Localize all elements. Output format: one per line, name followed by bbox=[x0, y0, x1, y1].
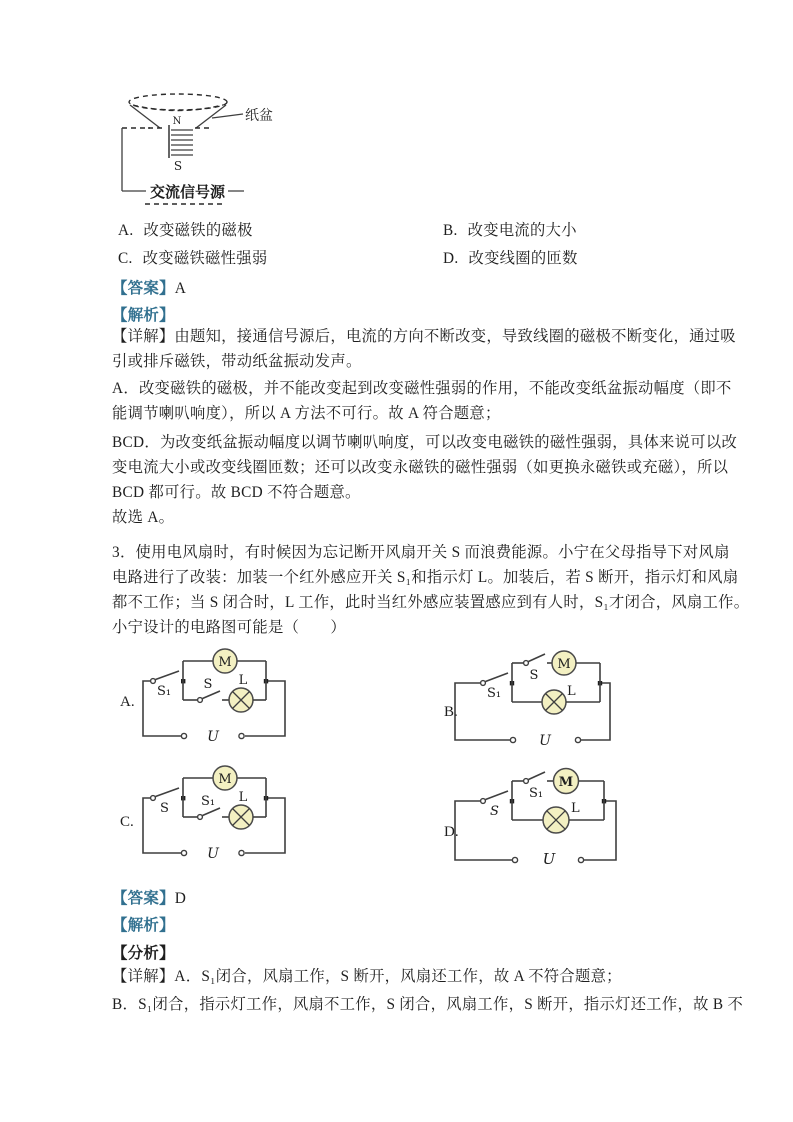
branch-switch-label: S bbox=[203, 677, 213, 692]
q2-jiexi-marker: 【解析】 bbox=[112, 307, 175, 324]
battery-terminal bbox=[510, 737, 515, 742]
battery-terminal bbox=[578, 857, 583, 862]
option-d-key: D. bbox=[443, 250, 459, 267]
switch-blade bbox=[486, 673, 509, 682]
branch-switch-label: S₁ bbox=[528, 786, 544, 801]
switch-pivot bbox=[198, 815, 203, 820]
option-a-key: A. bbox=[118, 222, 134, 239]
q2-detail-line: 【详解】由题知，接通信号源后，电流的方向不断改变，导致线圈的磁极不断变化，通过吸 bbox=[112, 328, 736, 345]
outer-switch-label: S₁ bbox=[487, 686, 502, 701]
branch-switch-label: S₁ bbox=[200, 794, 216, 809]
circuit-d-label: D. bbox=[444, 824, 459, 840]
circuit-a-label: A. bbox=[120, 694, 135, 710]
option-a-text: 改变磁铁的磁极 bbox=[143, 222, 253, 239]
lamp-label: L bbox=[571, 801, 580, 816]
outer-switch-label: S bbox=[490, 804, 499, 819]
circuit-a-diagram bbox=[134, 648, 309, 748]
battery-terminal bbox=[181, 733, 186, 738]
motor-label: M bbox=[218, 655, 232, 670]
q2-detail-line: BCD．为改变纸盆振动幅度以调节喇叭响度，可以改变电磁铁的磁性强弱，具体来说可以改 bbox=[112, 434, 738, 451]
q3-jiexi-row bbox=[112, 913, 175, 935]
option-b-text: 改变电流的大小 bbox=[467, 222, 577, 239]
q2-jiexi-row bbox=[112, 303, 175, 325]
q3-answer-row bbox=[112, 886, 186, 908]
battery-terminal bbox=[239, 850, 244, 855]
q2-detail-line: A．改变磁铁的磁极，并不能改变起到改变磁性强弱的作用，不能改变纸盆振动幅度（即不 bbox=[112, 380, 732, 397]
source-label: U bbox=[539, 733, 551, 749]
switch-blade bbox=[156, 788, 180, 797]
switch-pivot bbox=[151, 679, 156, 684]
q2-detail-line: 变电流大小或改变线圈匝数；还可以改变永磁铁的磁性强弱（如更换永磁铁或充磁），所以 bbox=[112, 459, 729, 476]
switch-blade bbox=[203, 808, 221, 816]
battery-terminal bbox=[181, 850, 186, 855]
option-a bbox=[118, 218, 253, 240]
lamp-label: L bbox=[238, 790, 248, 805]
circuit-c-diagram bbox=[134, 765, 309, 865]
q2-detail-line: 故选 A。 bbox=[112, 509, 175, 526]
q2-answer-marker: 【答案】 bbox=[112, 280, 175, 297]
q3-stem-line: 小宁设计的电路图可能是（ ） bbox=[112, 619, 346, 636]
q3-stem-line: 都不工作；当 S 闭合时，L 工作，此时当红外感应装置感应到有人时，S₁才闭合，风扇工作。 bbox=[112, 594, 750, 611]
lamp-label: L bbox=[238, 673, 248, 688]
q2-detail-line: BCD 都可行。故 BCD 不符合题意。 bbox=[112, 484, 361, 501]
circuit-b-diagram bbox=[448, 650, 623, 750]
option-c-key: C. bbox=[118, 250, 133, 267]
q3-fenxi-row bbox=[112, 941, 175, 963]
motor-label: M bbox=[218, 772, 232, 787]
cone-label-pointer bbox=[212, 114, 243, 118]
option-c-text: 改变磁铁磁性强弱 bbox=[142, 250, 268, 267]
q3-jiexi-marker: 【解析】 bbox=[112, 917, 175, 934]
source-label: U bbox=[542, 850, 556, 868]
switch-pivot bbox=[524, 661, 529, 666]
q3-stem-line: 电路进行了改装：加装一个红外感应开关 S₁和指示灯 L。加装后，若 S 断开，指示灯和风扇 bbox=[112, 569, 739, 586]
switch-blade bbox=[486, 791, 509, 800]
q3-detail-line: B．S₁闭合，指示灯工作，风扇不工作，S 闭合，风扇工作，S 断开，指示灯还工作，故 B 不 bbox=[112, 996, 744, 1013]
source-label: 交流信号源 bbox=[150, 183, 226, 201]
switch-pivot bbox=[198, 698, 203, 703]
switch-pivot bbox=[481, 681, 486, 686]
coil-windings bbox=[171, 130, 193, 155]
switch-blade bbox=[529, 772, 546, 780]
option-b bbox=[443, 218, 577, 240]
cone-label: 纸盆 bbox=[245, 108, 273, 124]
battery-terminal bbox=[239, 733, 244, 738]
q3-fenxi-marker: 【分析】 bbox=[112, 945, 175, 962]
lamp-label: L bbox=[567, 684, 576, 699]
pole-bottom-label: S bbox=[173, 159, 183, 173]
q3-answer-marker: 【答案】 bbox=[112, 890, 175, 907]
source-label: U bbox=[207, 846, 219, 862]
q2-detail-line: 引或排斥磁铁，带动纸盆振动发声。 bbox=[112, 353, 362, 370]
outer-switch-label: S₁ bbox=[157, 684, 172, 699]
lead-wire bbox=[122, 128, 244, 191]
option-d bbox=[443, 246, 578, 268]
switch-blade bbox=[156, 671, 180, 680]
q2-detail-line: 能调节喇叭响度），所以 A 方法不可行。故 A 符合题意； bbox=[112, 405, 501, 422]
q3-detail-line: 【详解】A．S₁闭合，风扇工作，S 断开，风扇还工作，故 A 不符合题意； bbox=[112, 968, 622, 985]
switch-pivot bbox=[481, 799, 486, 804]
source-label: U bbox=[207, 729, 219, 745]
switch-pivot bbox=[151, 796, 156, 801]
q2-answer-value: A bbox=[174, 280, 187, 297]
q2-answer-row bbox=[112, 276, 186, 298]
circuit-d-diagram bbox=[448, 768, 633, 868]
motor-label: M bbox=[558, 775, 574, 790]
battery-terminal bbox=[575, 737, 580, 742]
option-c bbox=[118, 246, 267, 268]
speaker-diagram bbox=[108, 84, 398, 212]
switch-blade bbox=[529, 654, 546, 662]
circuit-b-label: B. bbox=[444, 704, 458, 720]
q3-stem-line: 3．使用电风扇时，有时候因为忘记断开风扇开关 S 而浪费能源。小宁在父母指导下对风扇 bbox=[112, 544, 730, 561]
pole-top-label: N bbox=[172, 116, 182, 127]
outer-switch-label: S bbox=[160, 801, 169, 816]
circuit-c-label: C. bbox=[120, 814, 134, 830]
option-b-key: B. bbox=[443, 222, 458, 239]
battery-terminal bbox=[512, 857, 517, 862]
switch-blade bbox=[203, 691, 221, 699]
switch-pivot bbox=[524, 779, 529, 784]
q3-answer-value: D bbox=[174, 890, 187, 907]
motor-label: M bbox=[557, 657, 571, 672]
option-d-text: 改变线圈的匝数 bbox=[468, 250, 578, 267]
branch-switch-label: S bbox=[529, 668, 539, 683]
